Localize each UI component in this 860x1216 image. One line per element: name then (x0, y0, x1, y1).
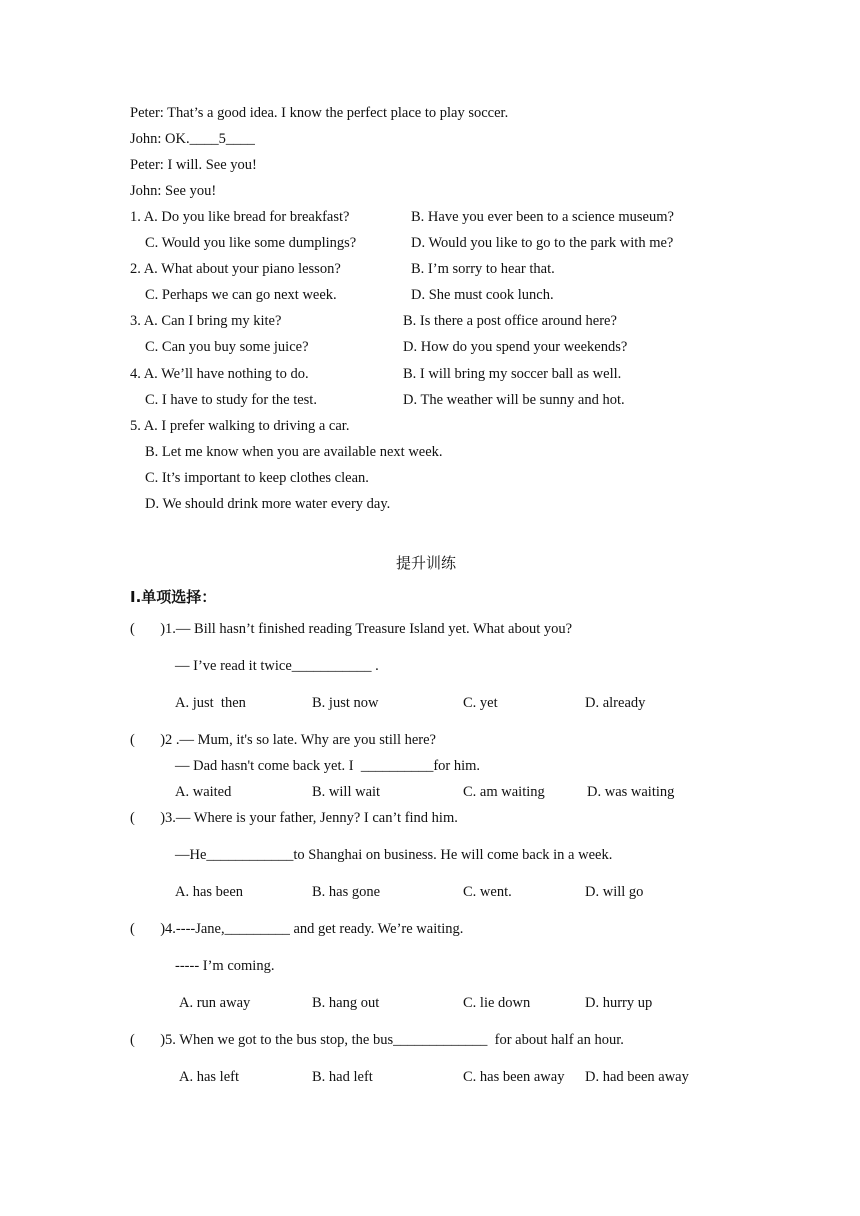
dialogue-line: John: See you! (130, 183, 217, 199)
option-4b: B. I will bring my soccer ball as well. (403, 366, 622, 382)
option-d: D. was waiting (587, 784, 675, 800)
option-b: B. will wait (312, 784, 381, 800)
option-1d: D. Would you like to go to the park with me? (411, 235, 674, 251)
option-d: D. hurry up (585, 995, 653, 1011)
dialogue-line: Peter: That’s a good idea. I know the perfect place to play soccer. (130, 105, 509, 121)
option-4a: 4. A. We’ll have nothing to do. (130, 366, 309, 382)
option-2d: D. She must cook lunch. (411, 287, 554, 303)
option-c: C. yet (463, 695, 498, 711)
option-c: C. lie down (463, 995, 531, 1011)
question-line: — I’ve read it twice___________ . (175, 658, 379, 674)
question-line: —He____________to Shanghai on business. He will come back in a week. (175, 847, 613, 863)
option-5d: D. We should drink more water every day. (145, 496, 391, 512)
question-line: ----- I’m coming. (175, 958, 275, 974)
option-5c: C. It’s important to keep clothes clean. (145, 470, 369, 486)
option-d: D. will go (585, 884, 644, 900)
option-2b: B. I’m sorry to hear that. (411, 261, 555, 277)
option-b: B. hang out (312, 995, 380, 1011)
option-d: D. already (585, 695, 646, 711)
section-heading: 提升训练 (396, 554, 457, 572)
dialogue-line: Peter: I will. See you! (130, 157, 257, 173)
option-c: C. has been away (463, 1069, 565, 1085)
option-5a: 5. A. I prefer walking to driving a car. (130, 418, 350, 434)
question-stem: ( )2 .— Mum, it's so late. Why are you still here? (130, 732, 436, 748)
option-5b: B. Let me know when you are available next week. (145, 444, 443, 460)
option-a: A. run away (179, 995, 251, 1011)
option-2a: 2. A. What about your piano lesson? (130, 261, 341, 277)
question-stem: ( )1.— Bill hasn’t finished reading Treasure Island yet. What about you? (130, 621, 573, 637)
option-1a: 1. A. Do you like bread for breakfast? (130, 209, 350, 225)
option-a: A. waited (175, 784, 232, 800)
option-1c: C. Would you like some dumplings? (145, 235, 357, 251)
option-3c: C. Can you buy some juice? (145, 339, 309, 355)
option-a: A. has been (175, 884, 244, 900)
dialogue-line: John: OK.____5____ (130, 131, 255, 147)
option-b: B. just now (312, 695, 379, 711)
question-line: — Dad hasn't come back yet. I __________for him. (175, 758, 481, 774)
option-c: C. went. (463, 884, 512, 900)
option-a: A. just then (175, 695, 246, 711)
question-stem: ( )3.— Where is your father, Jenny? I can’t find him. (130, 810, 458, 826)
section-title: I.单项选择： (130, 588, 217, 606)
option-b: B. has gone (312, 884, 381, 900)
option-4d: D. The weather will be sunny and hot. (403, 392, 625, 408)
option-b: B. had left (312, 1069, 373, 1085)
option-d: D. had been away (585, 1069, 689, 1085)
question-stem: ( )4.----Jane,_________ and get ready. We’re waiting. (130, 921, 464, 937)
option-a: A. has left (179, 1069, 239, 1085)
option-4c: C. I have to study for the test. (145, 392, 317, 408)
option-c: C. am waiting (463, 784, 545, 800)
question-stem: ( )5. When we got to the bus stop, the bus_____________ for about half an hour. (130, 1032, 624, 1048)
option-2c: C. Perhaps we can go next week. (145, 287, 337, 303)
option-3d: D. How do you spend your weekends? (403, 339, 628, 355)
option-1b: B. Have you ever been to a science museum? (411, 209, 674, 225)
option-3a: 3. A. Can I bring my kite? (130, 313, 282, 329)
option-3b: B. Is there a post office around here? (403, 313, 617, 329)
